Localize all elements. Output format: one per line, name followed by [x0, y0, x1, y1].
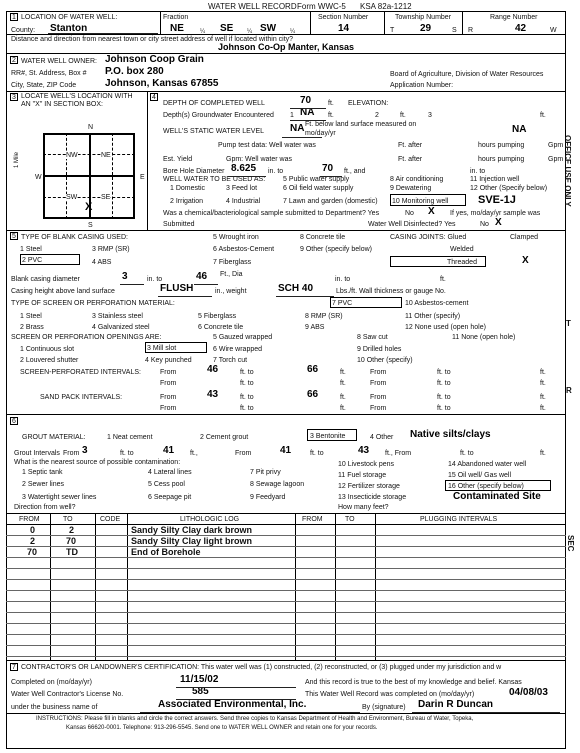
- perf-ft-to-b: ft. to: [240, 380, 254, 387]
- bore-value[interactable]: 8.625: [231, 163, 257, 174]
- opening-10[interactable]: 10 Other (specify): [357, 357, 413, 364]
- completed-date[interactable]: 11/15/02: [180, 674, 219, 685]
- city-label: City, State, ZIP Code: [11, 82, 77, 89]
- pump-hours: hours pumping: [478, 142, 525, 149]
- source-1[interactable]: 1 Septic tank: [22, 469, 63, 476]
- range-r: R: [468, 27, 474, 34]
- office-use-label: OFFICE USE ONLY: [563, 135, 572, 207]
- log-row-rule: [6, 623, 566, 624]
- log-row-rule: [6, 546, 566, 547]
- groundwater-value[interactable]: NA: [300, 107, 315, 118]
- distance-value[interactable]: Johnson Co-Op Manter, Kansas: [218, 42, 355, 52]
- perf-ft-b: ft.: [340, 380, 346, 387]
- perf-ft-to: ft. to: [240, 369, 254, 376]
- location-x-mark[interactable]: X: [85, 201, 93, 213]
- use-3[interactable]: 3 Feed lot: [226, 185, 258, 192]
- grout-cement[interactable]: 2 Cement grout: [200, 434, 249, 441]
- opening-8[interactable]: 8 Saw cut: [357, 334, 388, 341]
- instructions-line-1: INSTRUCTIONS: Please fill in blanks and circle the correct answers. Send three copies to Kansas Department of Health and Environment, Bureau of Water, Topeka,: [36, 716, 474, 722]
- casing-3[interactable]: 3 RMP (SR): [92, 246, 130, 253]
- quarter-1[interactable]: NE: [170, 23, 184, 34]
- screen-12[interactable]: 12 None used (open hole): [405, 324, 486, 331]
- log-row-rule: [6, 557, 566, 558]
- opening-1[interactable]: 1 Continuous slot: [20, 346, 75, 353]
- grout-ft-from: ft., From: [385, 450, 412, 457]
- log-header-to: TO: [63, 516, 73, 523]
- screen-11[interactable]: 11 Other (specify): [405, 313, 461, 320]
- static-value[interactable]: NA: [290, 123, 305, 134]
- form-number: Form WWC-5: [297, 2, 346, 11]
- screen-9[interactable]: 9 ABS: [305, 324, 325, 331]
- grout-other[interactable]: 4 Other: [370, 434, 394, 441]
- log-row-2-from[interactable]: 2: [30, 536, 36, 546]
- contamination-value[interactable]: Contaminated Site: [453, 491, 541, 502]
- sand-ft-to: ft. to: [240, 394, 254, 401]
- static-date[interactable]: NA: [512, 124, 527, 135]
- blank-diameter-value[interactable]: 3: [122, 271, 128, 282]
- grout-to2-value[interactable]: 43: [358, 445, 370, 456]
- quarter-2[interactable]: SE: [220, 23, 234, 34]
- source-15[interactable]: 15 Oil well/ Gas well: [448, 472, 512, 479]
- source-12[interactable]: 12 Fertilizer storage: [338, 483, 400, 490]
- bore-in-to: in. to: [268, 168, 284, 175]
- board-text: Board of Agriculture, Division of Water Resources: [390, 71, 544, 78]
- casing-height-label: Casing height above land surface: [11, 288, 115, 295]
- casing-in-weight: in., weight: [215, 288, 247, 295]
- casing-6[interactable]: 6 Asbestos-Cement: [213, 246, 275, 253]
- township-s: S: [452, 27, 457, 34]
- log-row-3-from[interactable]: 70: [27, 547, 38, 557]
- sand-ft-2b: ft.: [540, 405, 546, 412]
- record-completed-label: This Water Well Record was completed on (mo/day/yr): [305, 691, 475, 698]
- yield-gpm-end: Gpm: [548, 156, 564, 163]
- distance-label: Distance and direction from nearest town or city street address of well if located within city?: [11, 36, 294, 43]
- grout-label: GROUT MATERIAL:: [22, 434, 86, 441]
- sand-ft: ft.: [340, 394, 346, 401]
- owner-name[interactable]: Johnson Coop Grain: [105, 54, 204, 65]
- source-9[interactable]: 9 Feedyard: [250, 494, 286, 501]
- screen-label: TYPE OF SCREEN OR PERFORATION MATERIAL:: [11, 300, 175, 307]
- screen-2[interactable]: 2 Brass: [20, 324, 44, 331]
- depth-label: DEPTH OF COMPLETED WELL: [163, 100, 265, 107]
- grout-from: From: [63, 450, 80, 457]
- form-title: WATER WELL RECORD: [208, 2, 297, 11]
- owner-address[interactable]: P.O. box 280: [105, 66, 164, 77]
- sand-from-2b: From: [370, 405, 387, 412]
- perf-from-2b: From: [370, 380, 387, 387]
- log-header-code: CODE: [100, 516, 121, 523]
- source-2[interactable]: 2 Sewer lines: [22, 481, 65, 488]
- use-2[interactable]: 2 Irrigation: [170, 198, 204, 205]
- direction-label: Direction from well?: [14, 504, 76, 511]
- casing-height-value[interactable]: FLUSH: [160, 283, 194, 294]
- county-value[interactable]: Stanton: [50, 23, 88, 34]
- sand-ft-2: ft.: [540, 394, 546, 401]
- side-sec-label: SEC: [566, 535, 575, 552]
- source-3[interactable]: 3 Watertight sewer lines: [22, 494, 97, 501]
- record-date[interactable]: 04/08/03: [509, 687, 548, 698]
- section-number-5: 5: [10, 232, 18, 240]
- chem-no: No: [405, 210, 414, 217]
- grout-ft-to: ft. to: [120, 450, 134, 457]
- grout-ft-to-2: ft. to: [310, 450, 324, 457]
- perf-from-value[interactable]: 46: [207, 364, 219, 375]
- section-number-value[interactable]: 14: [338, 23, 350, 34]
- grout-from2-label: From: [235, 450, 252, 457]
- bore-ft-and: ft., and: [344, 168, 366, 175]
- log-row-rule: [6, 634, 566, 635]
- use-7[interactable]: 7 Lawn and garden (domestic): [283, 198, 378, 205]
- section-number-7: 7: [10, 663, 18, 671]
- pump-ft-after: Ft. after: [398, 142, 423, 149]
- log-row-rule: [6, 568, 566, 569]
- log-row-2-to[interactable]: 70: [66, 536, 77, 546]
- source-14[interactable]: 14 Abandoned water well: [448, 461, 527, 468]
- log-row-rule: [6, 612, 566, 613]
- bore-in-to-2: in. to: [470, 168, 486, 175]
- chem-sample-label: Was a chemical/bacteriological sample submitted to Department? Yes: [163, 210, 380, 217]
- grout-interval-label: Grout Intervals: [14, 450, 60, 457]
- pump-test-label: Pump test data: Well water was: [218, 142, 316, 149]
- disinfected-x-mark[interactable]: X: [495, 217, 502, 228]
- section-number-2: 2: [10, 56, 18, 64]
- depth-ft: ft.: [328, 100, 334, 107]
- quarter-sep-2: ¼: [247, 29, 253, 35]
- owner-label: WATER WELL OWNER:: [21, 58, 97, 65]
- casing-weight-value[interactable]: SCH 40: [278, 283, 314, 294]
- mo-day-yr: mo/day/yr: [305, 130, 336, 137]
- source-16: 16 Other (specify below): [448, 483, 524, 490]
- perf-to-value[interactable]: 66: [307, 364, 319, 375]
- section-number-4: 4: [150, 93, 158, 101]
- casing-8[interactable]: 8 Concrete tile: [300, 234, 346, 241]
- form-frame: [6, 11, 566, 749]
- use-5[interactable]: 5 Public water supply: [283, 176, 350, 183]
- screen-1[interactable]: 1 Steel: [20, 313, 42, 320]
- casing-2-pvc: 2 PVC: [22, 257, 43, 264]
- nw-label: NW: [66, 152, 78, 159]
- log-header-from-2: FROM: [302, 516, 323, 523]
- perf-from-2: From: [370, 369, 387, 376]
- township-label: Township Number: [395, 14, 452, 21]
- yield-label: Est. Yield: [163, 156, 193, 163]
- side-t-label: T: [566, 319, 571, 328]
- true-statement: And this record is true to the best of my knowledge and belief. Kansas: [305, 679, 522, 686]
- depth-value[interactable]: 70: [300, 95, 312, 106]
- gw-ft-3: ft.: [540, 112, 546, 119]
- sand-from-b: From: [160, 405, 177, 412]
- sand-from-value[interactable]: 43: [207, 389, 219, 400]
- side-r-label: R: [566, 386, 572, 395]
- grout-ft-to-3: ft. to: [460, 450, 474, 457]
- static-label: WELL'S STATIC WATER LEVEL: [163, 128, 265, 135]
- sand-pack-label: SAND PACK INTERVALS:: [40, 394, 123, 401]
- diameter-ft: ft.: [440, 276, 446, 283]
- range-w: W: [550, 27, 557, 34]
- casing-5[interactable]: 5 Wrought iron: [213, 234, 259, 241]
- ksa-ref: KSA 82a-1212: [360, 2, 412, 11]
- perf-ft-to-2b: ft. to: [437, 380, 451, 387]
- range-value[interactable]: 42: [515, 23, 527, 34]
- log-row-3-litho[interactable]: End of Borehole: [131, 547, 201, 557]
- source-13[interactable]: 13 Insecticide storage: [338, 494, 407, 501]
- casing-label: TYPE OF BLANK CASING USED:: [21, 234, 128, 241]
- chem-if-yes: If yes, mo/day/yr sample was: [450, 210, 541, 217]
- yield-ft-after: Ft. after: [398, 156, 423, 163]
- perf-from: From: [160, 369, 177, 376]
- grout-to-value[interactable]: 41: [163, 445, 175, 456]
- opening-5[interactable]: 5 Gauzed wrapped: [213, 334, 273, 341]
- casing-1[interactable]: 1 Steel: [20, 246, 42, 253]
- screen-4[interactable]: 4 Galvanized steel: [92, 324, 150, 331]
- certification-label: CONTRACTOR'S OR LANDOWNER'S CERTIFICATION: This water well was (1) constructed, (2) reconstructed, or (3) plugged under my jurisdiction and w: [21, 664, 502, 671]
- use-1[interactable]: 1 Domestic: [170, 185, 206, 192]
- ft-dia-label: Ft., Dia: [220, 271, 243, 278]
- sand-ft-b: ft.: [340, 405, 346, 412]
- se-label: SE: [101, 194, 111, 201]
- sand-ft-to-2: ft. to: [437, 394, 451, 401]
- township-value[interactable]: 29: [420, 23, 432, 34]
- how-many-feet-label: How many feet?: [338, 504, 389, 511]
- log-row-rule: [6, 645, 566, 646]
- section-box-label: LOCATE WELL'S LOCATION WITH AN "X" IN SECTION BOX:: [21, 93, 133, 108]
- gw-num-2: 2: [375, 112, 379, 119]
- gw-ft-1: ft.: [328, 112, 334, 119]
- section-number-3: 3: [10, 93, 18, 101]
- use-12[interactable]: 12 Other (Specify below): [470, 185, 548, 192]
- use-6[interactable]: 6 Oil field water supply: [283, 185, 354, 192]
- casing-joints-label: CASING JOINTS: Glued: [390, 234, 467, 241]
- screen-3[interactable]: 3 Stainless steel: [92, 313, 143, 320]
- application-label: Application Number:: [390, 82, 454, 89]
- lbs-label: Lbs./ft. Wall thickness or gauge No.: [336, 288, 446, 295]
- use-4[interactable]: 4 Industrial: [226, 198, 261, 205]
- log-header-from: FROM: [19, 516, 40, 523]
- threaded-x-mark[interactable]: X: [522, 255, 529, 266]
- source-11[interactable]: 11 Fuel storage: [338, 472, 387, 479]
- yield-hours: hours pumping: [478, 156, 525, 163]
- signature-label: By (signature): [362, 704, 406, 711]
- diameter-in-to-2: in. to: [335, 276, 351, 283]
- opening-9[interactable]: 9 Drilled holes: [357, 346, 402, 353]
- disinfected-label: Water Well Disinfected? Yes: [368, 221, 456, 228]
- bore-label: Bore Hole Diameter: [163, 168, 225, 175]
- pump-gpm: Gpm: [548, 142, 564, 149]
- use-10: 10 Monitoring well: [392, 198, 449, 205]
- screen-6[interactable]: 6 Concrete tile: [198, 324, 244, 331]
- log-header-to-2: TO: [345, 516, 355, 523]
- source-6[interactable]: 6 Seepage pit: [148, 494, 192, 501]
- log-row-3-to[interactable]: TD: [66, 547, 78, 557]
- source-4[interactable]: 4 Lateral lines: [148, 469, 192, 476]
- section-number-1: 1: [10, 13, 18, 21]
- source-10[interactable]: 10 Livestock pens: [338, 461, 395, 468]
- elevation-label: ELEVATION:: [348, 100, 389, 107]
- perf-ft-to-2: ft. to: [437, 369, 451, 376]
- opening-6[interactable]: 6 Wire wrapped: [213, 346, 263, 353]
- yield-gpm: Gpm: Well water was: [226, 156, 292, 163]
- use-9[interactable]: 9 Dewatering: [390, 185, 432, 192]
- license-number[interactable]: 585: [192, 686, 209, 697]
- log-header-plugging: PLUGGING INTERVALS: [420, 516, 498, 523]
- range-label: Range Number: [490, 14, 538, 21]
- sand-ft-to-b: ft. to: [240, 405, 254, 412]
- log-row-2-litho[interactable]: Sandy Silty Clay light brown: [131, 536, 253, 546]
- clamped-option[interactable]: Clamped: [510, 234, 539, 241]
- log-row-rule: [6, 579, 566, 580]
- grout-neat[interactable]: 1 Neat cement: [107, 434, 153, 441]
- grout-other-value[interactable]: Native silts/clays: [410, 429, 491, 440]
- blank-diameter-label: Blank casing diameter: [11, 276, 80, 283]
- location-label: LOCATION OF WATER WELL:: [21, 14, 118, 21]
- submitted-label: Submitted: [163, 221, 195, 228]
- log-header-lithologic: LITHOLOGIC LOG: [180, 516, 240, 523]
- owner-city[interactable]: Johnson, Kansas 67855: [105, 78, 219, 89]
- license-label: Water Well Contractor's License No.: [11, 691, 124, 698]
- gw-ft-2: ft.: [400, 112, 406, 119]
- source-5[interactable]: 5 Cess pool: [148, 481, 185, 488]
- perf-ft-2: ft.: [540, 369, 546, 376]
- contamination-label: What is the nearest source of possible contamination:: [14, 459, 181, 466]
- disinfected-no: No: [480, 221, 489, 228]
- gw-num-1: 1: [290, 112, 294, 119]
- opening-7[interactable]: 7 Torch cut: [213, 357, 248, 364]
- west-label: W: [35, 174, 42, 181]
- groundwater-label: Depth(s) Groundwater Encountered: [163, 112, 274, 119]
- perf-ft-2b: ft.: [540, 380, 546, 387]
- fraction-label: Fraction: [163, 14, 189, 21]
- mile-label: 1 Mile: [14, 151, 20, 168]
- log-row-1-to[interactable]: 2: [69, 525, 75, 535]
- source-7[interactable]: 7 Pit privy: [250, 469, 281, 476]
- address-label: RR#, St. Address, Box #: [11, 70, 87, 77]
- sand-to-value[interactable]: 66: [307, 389, 319, 400]
- grout-from2-value[interactable]: 41: [280, 445, 292, 456]
- quarter-sep-1: ¼: [200, 29, 206, 35]
- chem-x-mark[interactable]: X: [428, 206, 435, 217]
- grout-bentonite: 3 Bentonite: [310, 433, 346, 440]
- section-number-label: Section Number: [318, 14, 369, 21]
- perf-ft: ft.: [340, 369, 346, 376]
- screen-8[interactable]: 8 RMP (SR): [305, 313, 343, 320]
- use-label: WELL WATER TO BE USED AS:: [163, 176, 266, 183]
- log-row-rule: [6, 656, 566, 657]
- instructions-line-2: Kansas 66620-0001. Telephone: 913-296-5545. Send one to WATER WELL OWNER and retain one for your records.: [66, 725, 378, 731]
- log-row-rule: [6, 601, 566, 602]
- business-name[interactable]: Associated Environmental, Inc.: [158, 699, 307, 710]
- sand-from-2: From: [370, 394, 387, 401]
- screen-7-pvc: 7 PVC: [332, 300, 353, 307]
- grout-ft: ft.,: [190, 450, 198, 457]
- perforated-label: SCREEN-PERFORATED INTERVALS:: [20, 369, 141, 376]
- screen-5[interactable]: 5 Fiberglass: [198, 313, 237, 320]
- use-11[interactable]: 11 Injection well: [470, 176, 520, 183]
- below-surface-label: Ft. below land surface measured on: [305, 121, 417, 128]
- north-label: N: [88, 124, 94, 131]
- business-label: under the business name of: [11, 704, 98, 711]
- diameter-in-to: in. to: [147, 276, 163, 283]
- township-t: T: [390, 27, 395, 34]
- diameter-to-value[interactable]: 46: [196, 271, 208, 282]
- threaded-option: Threaded: [447, 259, 477, 266]
- quarter-3[interactable]: SW: [260, 23, 277, 34]
- log-row-1-from[interactable]: 0: [30, 525, 36, 535]
- casing-7[interactable]: 7 Fiberglass: [213, 259, 252, 266]
- completed-label: Completed on (mo/day/yr): [11, 679, 92, 686]
- grout-ft-3: ft.: [540, 450, 546, 457]
- openings-label: SCREEN OR PERFORATION OPENINGS ARE:: [11, 334, 162, 341]
- welded-option[interactable]: Welded: [450, 246, 474, 253]
- bore-to-value[interactable]: 70: [322, 163, 334, 174]
- county-label: County:: [11, 27, 36, 34]
- gw-num-3: 3: [428, 112, 432, 119]
- opening-11[interactable]: 11 None (open hole): [452, 334, 516, 341]
- grout-from-value[interactable]: 3: [82, 445, 88, 456]
- perf-from-b: From: [160, 380, 177, 387]
- east-label: E: [140, 174, 145, 181]
- opening-2[interactable]: 2 Louvered shutter: [20, 357, 79, 364]
- sw-label: SW: [66, 194, 78, 201]
- casing-9[interactable]: 9 Other (specify below): [300, 246, 372, 253]
- log-row-rule: [6, 535, 566, 536]
- log-row-rule: [6, 590, 566, 591]
- opening-3-mill: 3 Mill slot: [147, 345, 177, 352]
- log-row-1-litho[interactable]: Sandy Silty Clay dark brown: [131, 525, 253, 535]
- section-number-6: 6: [10, 417, 18, 425]
- screen-10[interactable]: 10 Asbestos-cement: [405, 300, 469, 307]
- opening-4[interactable]: 4 Key punched: [145, 357, 192, 364]
- quarter-sep-3: ¼: [290, 29, 296, 35]
- source-8[interactable]: 8 Sewage lagoon: [250, 481, 305, 488]
- south-label: S: [88, 222, 93, 229]
- sand-ft-to-2b: ft. to: [437, 405, 451, 412]
- ne-label: NE: [101, 152, 111, 159]
- well-id[interactable]: SVE-1J: [478, 194, 516, 206]
- use-8[interactable]: 8 Air conditioning: [390, 176, 444, 183]
- casing-4[interactable]: 4 ABS: [92, 259, 112, 266]
- sand-from: From: [160, 394, 177, 401]
- signature-value[interactable]: Darin R Duncan: [418, 699, 494, 710]
